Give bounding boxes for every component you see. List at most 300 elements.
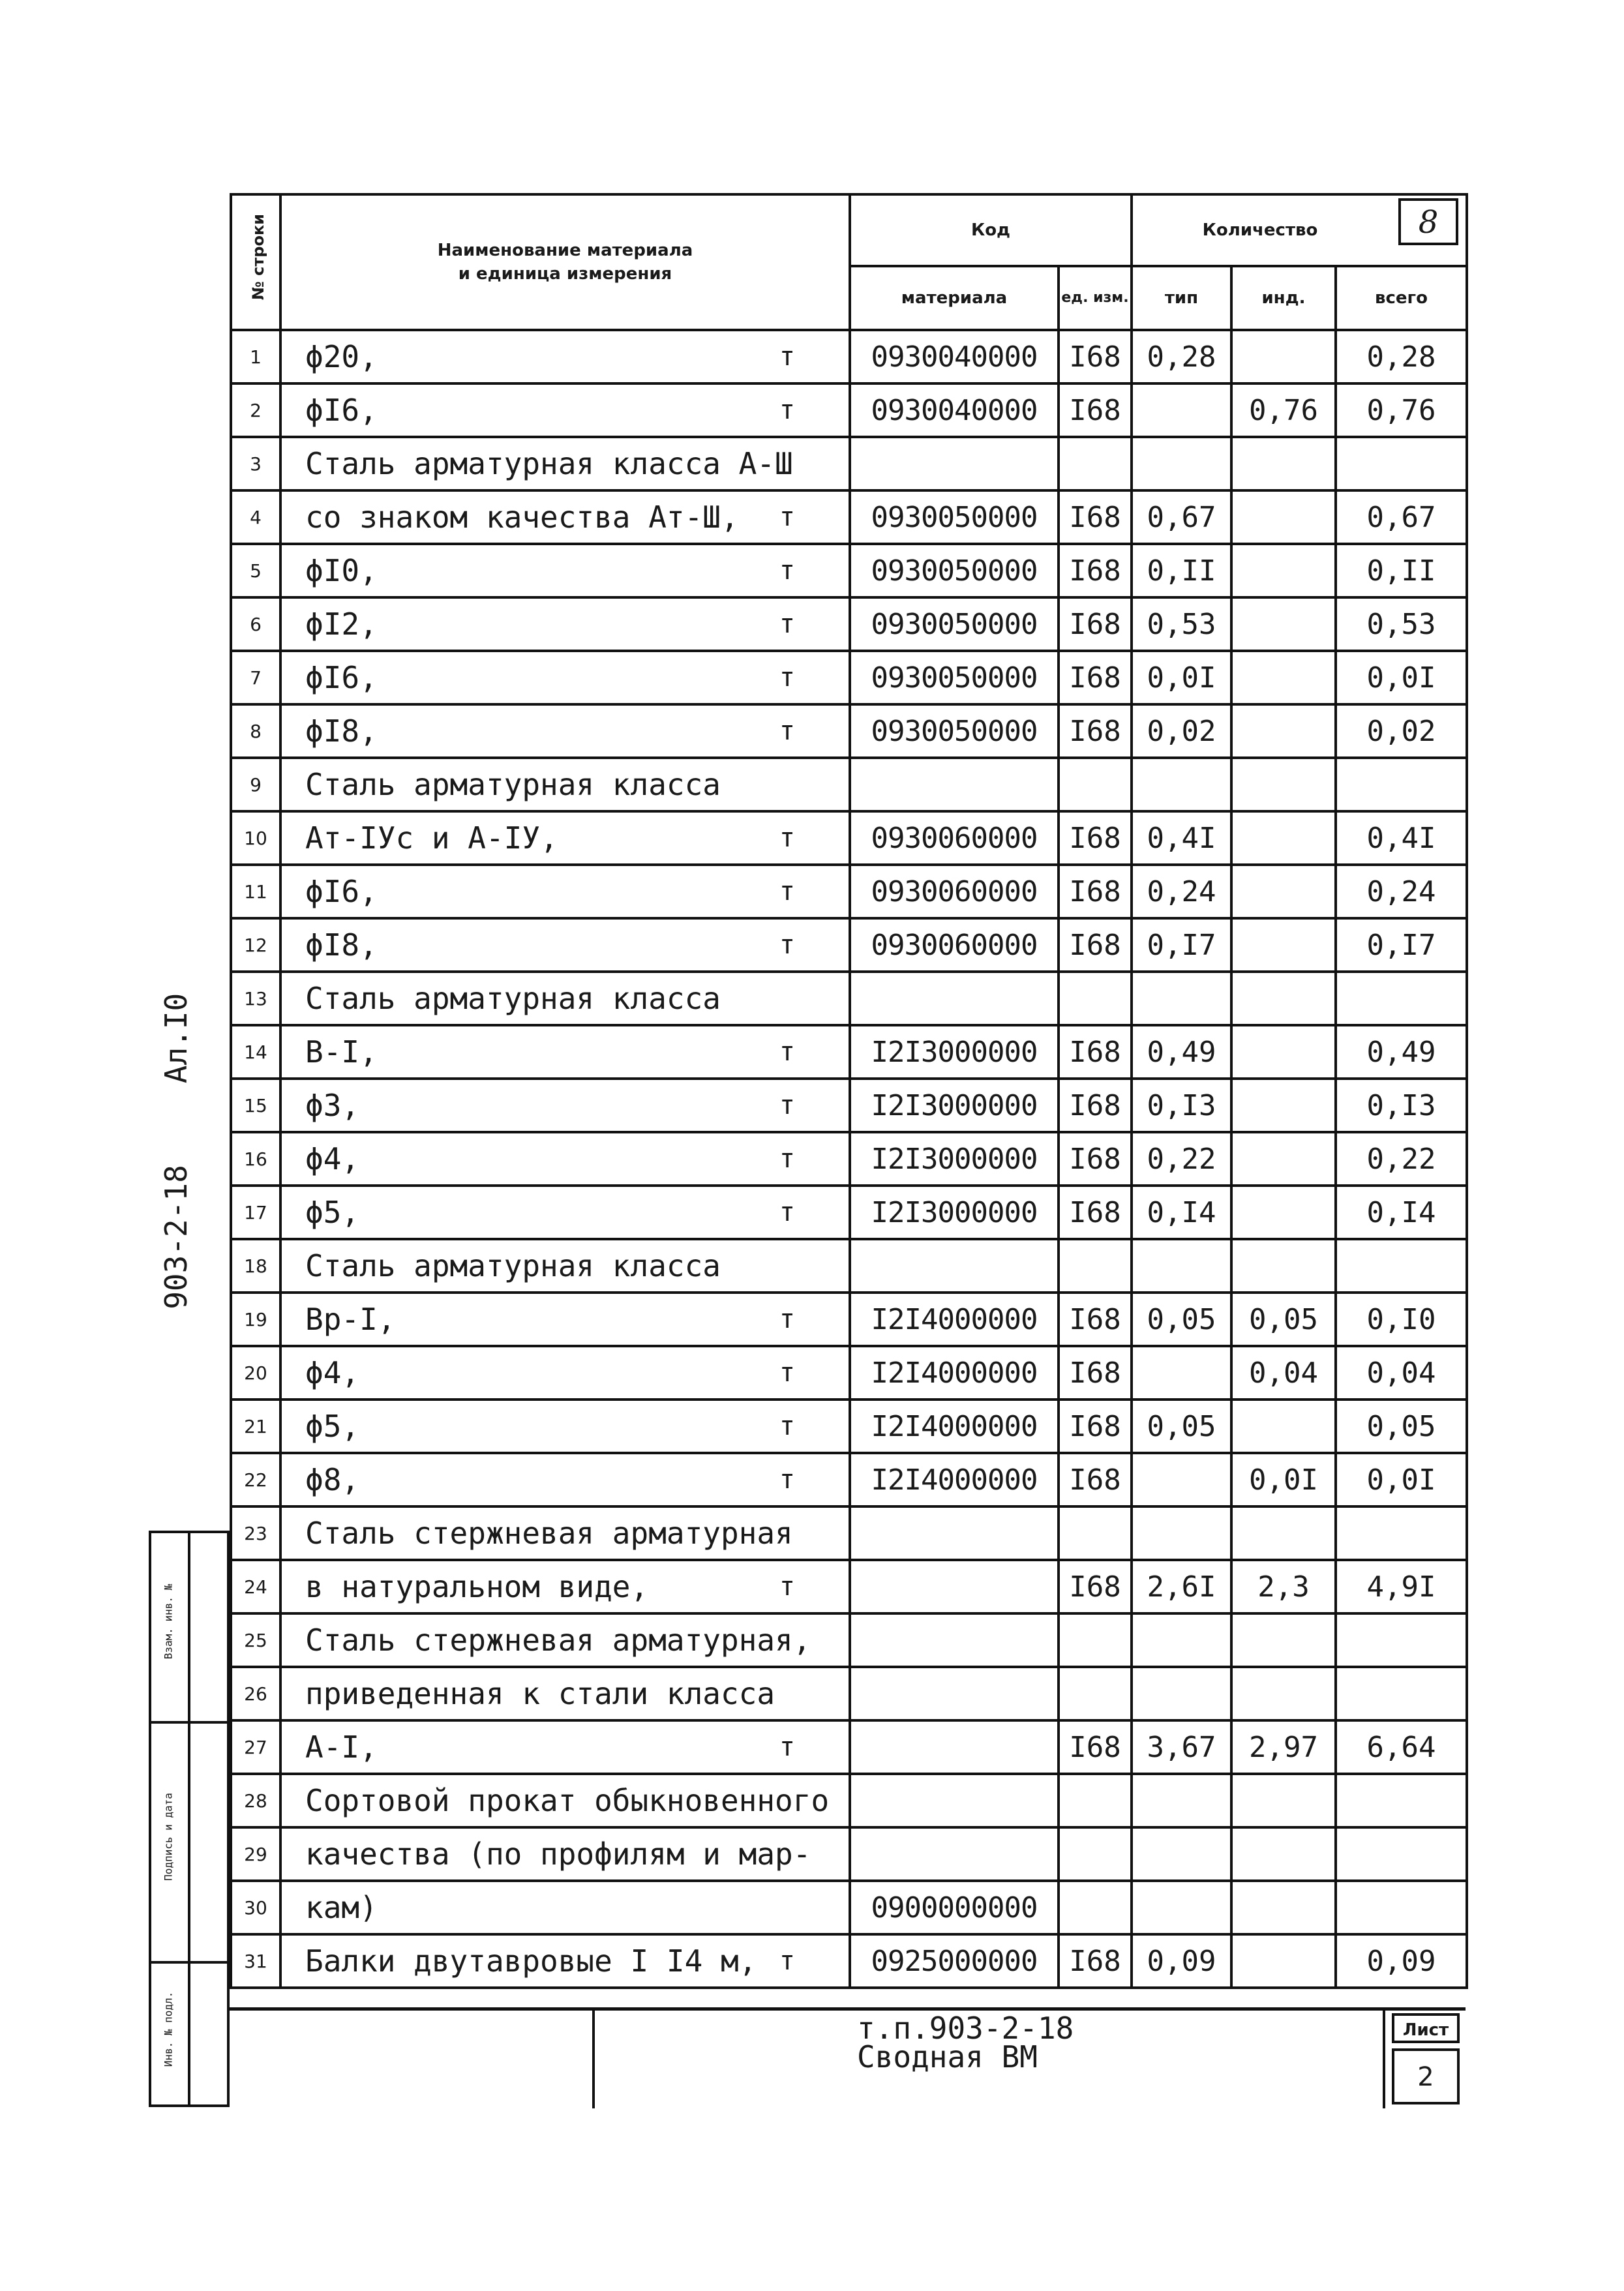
qty-total-cell xyxy=(1336,544,1467,597)
row-number-cell xyxy=(231,1293,280,1346)
material-name-cell-text: ϕI0, xyxy=(305,553,378,588)
qty-total-cell xyxy=(1336,1079,1467,1132)
unit-code-cell xyxy=(1059,972,1132,1025)
qty-ind-cell xyxy=(1231,1453,1336,1506)
row-number-cell xyxy=(231,490,280,544)
qty-ind-cell xyxy=(1231,544,1336,597)
qty-typ-cell xyxy=(1132,972,1231,1025)
qty-ind-cell xyxy=(1231,972,1336,1025)
material-name-cell xyxy=(280,597,850,651)
qty-total-cell xyxy=(1336,383,1467,437)
material-code-cell xyxy=(850,918,1059,972)
row-number-cell xyxy=(231,1506,280,1560)
qty-total-cell-text: 0,28 xyxy=(1366,340,1436,374)
qty-ind-cell xyxy=(1231,383,1336,437)
qty-total-cell xyxy=(1336,651,1467,704)
qty-total-cell xyxy=(1336,437,1467,490)
unit-code-cell xyxy=(1059,1827,1132,1881)
qty-typ-cell xyxy=(1132,1774,1231,1827)
sheet-number: 2 xyxy=(1392,2048,1460,2104)
qty-typ-cell xyxy=(1132,1934,1231,1988)
material-code-cell xyxy=(850,1132,1059,1186)
qty-total-cell-text: 0,76 xyxy=(1366,393,1436,427)
header-row-no: № строки xyxy=(231,194,280,330)
qty-typ-cell xyxy=(1132,704,1231,758)
row-number-cell xyxy=(231,1025,280,1079)
row-number-cell-text: 15 xyxy=(244,1094,267,1116)
qty-typ-cell-text: 0,02 xyxy=(1147,714,1216,748)
row-number-cell-text: 4 xyxy=(250,506,262,528)
unit-code-cell xyxy=(1059,1774,1132,1827)
table-row xyxy=(231,1025,1467,1079)
material-name-cell xyxy=(280,1720,850,1774)
qty-total-cell-text: 0,02 xyxy=(1366,714,1436,748)
material-name-cell xyxy=(280,1293,850,1346)
table-row xyxy=(231,1346,1467,1400)
qty-ind-cell xyxy=(1231,1934,1336,1988)
row-number-cell xyxy=(231,1774,280,1827)
table-row xyxy=(231,758,1467,811)
material-name-cell-text: Сталь арматурная класса xyxy=(305,767,721,802)
material-name-cell xyxy=(280,651,850,704)
material-name-cell xyxy=(280,918,850,972)
qty-typ-cell xyxy=(1132,1293,1231,1346)
row-number-cell-text: 7 xyxy=(250,666,262,689)
qty-total-cell-text: 0,0I xyxy=(1366,1463,1436,1497)
row-number-cell xyxy=(231,1400,280,1453)
row-number-cell-text: 19 xyxy=(244,1308,267,1330)
unit-label: т xyxy=(779,609,795,639)
row-number-cell xyxy=(231,1613,280,1667)
material-name-cell-text: А-I, xyxy=(305,1729,378,1765)
material-name-cell-text: ϕI6, xyxy=(305,393,378,428)
row-number-cell-text: 31 xyxy=(244,1950,267,1972)
material-name-cell xyxy=(280,1881,850,1934)
qty-ind-cell xyxy=(1231,1400,1336,1453)
unit-code-cell xyxy=(1059,1132,1132,1186)
material-name-cell-text: Ат-IУс и А-IУ, xyxy=(305,820,558,856)
row-number-cell xyxy=(231,704,280,758)
qty-total-cell xyxy=(1336,811,1467,865)
row-number-cell-text: 13 xyxy=(244,987,267,1010)
unit-code-cell xyxy=(1059,330,1132,383)
material-name-cell-text: ϕ3, xyxy=(305,1088,360,1123)
material-code-cell-text: 0930050000 xyxy=(871,661,1038,695)
row-number-cell xyxy=(231,544,280,597)
material-name-cell xyxy=(280,1400,850,1453)
unit-code-cell xyxy=(1059,651,1132,704)
row-number-cell xyxy=(231,1132,280,1186)
unit-code-cell xyxy=(1059,1346,1132,1400)
unit-code-cell-text: I68 xyxy=(1069,661,1121,695)
unit-code-cell xyxy=(1059,437,1132,490)
material-code-cell xyxy=(850,811,1059,865)
row-number-cell xyxy=(231,1239,280,1293)
row-number-cell xyxy=(231,1453,280,1506)
material-name-cell xyxy=(280,437,850,490)
header-qty-typ: тип xyxy=(1132,266,1231,330)
qty-total-cell-text: 0,4I xyxy=(1366,821,1436,855)
qty-total-cell-text: 0,22 xyxy=(1366,1142,1436,1176)
material-code-cell-text: I2I3000000 xyxy=(871,1035,1038,1069)
row-number-cell-text: 26 xyxy=(244,1683,267,1705)
table-row xyxy=(231,330,1467,383)
material-name-cell-text: в натуральном виде, xyxy=(305,1569,649,1604)
table-row xyxy=(231,811,1467,865)
unit-code-cell xyxy=(1059,383,1132,437)
unit-label: т xyxy=(779,1090,795,1120)
qty-ind-cell xyxy=(1231,330,1336,383)
qty-typ-cell xyxy=(1132,1827,1231,1881)
qty-typ-cell xyxy=(1132,918,1231,972)
material-name-cell-text: ϕI6, xyxy=(305,874,378,909)
row-number-cell xyxy=(231,597,280,651)
material-code-cell xyxy=(850,1560,1059,1613)
qty-typ-cell xyxy=(1132,1400,1231,1453)
unit-label: т xyxy=(779,823,795,853)
material-name-cell-text: Сталь арматурная класса xyxy=(305,1248,721,1283)
unit-code-cell-text: I68 xyxy=(1069,1088,1121,1122)
row-number-cell xyxy=(231,330,280,383)
qty-total-cell-text: 0,I7 xyxy=(1366,928,1436,962)
material-code-cell xyxy=(850,758,1059,811)
unit-code-cell xyxy=(1059,1720,1132,1774)
material-name-cell-text: ϕ5, xyxy=(305,1195,360,1230)
qty-ind-cell xyxy=(1231,1186,1336,1239)
material-name-cell-text: приведенная к стали класса xyxy=(305,1676,775,1711)
table-row xyxy=(231,1239,1467,1293)
unit-label: т xyxy=(779,1144,795,1174)
table-row xyxy=(231,1881,1467,1934)
row-number-cell xyxy=(231,1346,280,1400)
material-name-cell-text: ϕ20, xyxy=(305,339,378,374)
qty-typ-cell-text: 0,05 xyxy=(1147,1409,1216,1443)
unit-label: т xyxy=(779,1572,795,1602)
table-row xyxy=(231,1293,1467,1346)
unit-code-cell-text: I68 xyxy=(1069,500,1121,534)
unit-code-cell-text: I68 xyxy=(1069,875,1121,908)
qty-ind-cell xyxy=(1231,1667,1336,1720)
table-row xyxy=(231,1720,1467,1774)
material-code-cell-text: 0930040000 xyxy=(871,340,1038,374)
material-name-cell xyxy=(280,811,850,865)
unit-code-cell-text: I68 xyxy=(1069,340,1121,374)
unit-code-cell-text: I68 xyxy=(1069,1730,1121,1764)
qty-typ-cell-text: 3,67 xyxy=(1147,1730,1216,1764)
unit-code-cell xyxy=(1059,1293,1132,1346)
qty-total-cell xyxy=(1336,1239,1467,1293)
material-code-cell-text: 0930040000 xyxy=(871,393,1038,427)
title-block xyxy=(230,2007,1466,2107)
qty-total-cell xyxy=(1336,1132,1467,1186)
qty-typ-cell xyxy=(1132,383,1231,437)
row-number-cell xyxy=(231,437,280,490)
unit-code-cell-text: I68 xyxy=(1069,928,1121,962)
material-name-cell xyxy=(280,704,850,758)
material-name-cell-text: качества (по профилям и мар- xyxy=(305,1836,811,1872)
row-number-cell-text: 17 xyxy=(244,1201,267,1223)
qty-total-cell xyxy=(1336,758,1467,811)
unit-code-cell xyxy=(1059,597,1132,651)
unit-code-cell-text: I68 xyxy=(1069,1302,1121,1336)
row-number-cell xyxy=(231,972,280,1025)
material-code-cell xyxy=(850,1239,1059,1293)
unit-code-cell xyxy=(1059,1667,1132,1720)
qty-typ-cell xyxy=(1132,865,1231,918)
qty-ind-cell xyxy=(1231,1720,1336,1774)
material-name-cell-text: Вр-I, xyxy=(305,1302,396,1337)
unit-code-cell xyxy=(1059,1560,1132,1613)
qty-ind-cell xyxy=(1231,1239,1336,1293)
row-number-cell xyxy=(231,1881,280,1934)
material-name-cell-text: ϕ8, xyxy=(305,1462,360,1497)
qty-total-cell-text: 6,64 xyxy=(1366,1730,1436,1764)
unit-code-cell xyxy=(1059,811,1132,865)
qty-typ-cell xyxy=(1132,1132,1231,1186)
qty-total-cell xyxy=(1336,490,1467,544)
qty-typ-cell-text: 0,05 xyxy=(1147,1302,1216,1336)
material-name-cell xyxy=(280,1560,850,1613)
qty-ind-cell xyxy=(1231,597,1336,651)
row-number-cell-text: 3 xyxy=(250,453,262,475)
unit-code-cell-text: I68 xyxy=(1069,1356,1121,1390)
material-code-cell-text: 0925000000 xyxy=(871,1944,1038,1978)
qty-total-cell xyxy=(1336,1613,1467,1667)
qty-ind-cell-text: 0,0I xyxy=(1249,1463,1318,1497)
row-number-cell xyxy=(231,758,280,811)
side-stamp-divider xyxy=(149,1961,230,1964)
row-number-cell-text: 20 xyxy=(244,1362,267,1384)
qty-typ-cell-text: 0,0I xyxy=(1147,661,1216,695)
unit-label: т xyxy=(779,556,795,586)
table-row xyxy=(231,865,1467,918)
material-code-cell xyxy=(850,1346,1059,1400)
material-name-cell xyxy=(280,383,850,437)
qty-ind-cell xyxy=(1231,918,1336,972)
material-code-cell-text: I2I3000000 xyxy=(871,1142,1038,1176)
row-number-cell xyxy=(231,1827,280,1881)
material-name-cell-text: Балки двутавровые I I4 м, xyxy=(305,1943,757,1979)
table-row xyxy=(231,383,1467,437)
row-number-cell-text: 24 xyxy=(244,1576,267,1598)
sheet-mark: 8 xyxy=(1398,198,1458,245)
material-code-cell xyxy=(850,1186,1059,1239)
unit-code-cell xyxy=(1059,704,1132,758)
qty-total-cell xyxy=(1336,1186,1467,1239)
material-name-cell xyxy=(280,972,850,1025)
unit-code-cell-text: I68 xyxy=(1069,393,1121,427)
qty-total-cell-text: 0,05 xyxy=(1366,1409,1436,1443)
materials-table xyxy=(230,193,1468,1989)
qty-typ-cell-text: 0,67 xyxy=(1147,500,1216,534)
unit-label: т xyxy=(779,1358,795,1388)
row-number-cell xyxy=(231,918,280,972)
material-code-cell xyxy=(850,972,1059,1025)
material-name-cell xyxy=(280,490,850,544)
row-number-cell-text: 9 xyxy=(250,773,262,796)
material-name-cell xyxy=(280,1079,850,1132)
row-number-cell-text: 11 xyxy=(244,880,267,903)
qty-total-cell xyxy=(1336,972,1467,1025)
row-number-cell xyxy=(231,1934,280,1988)
material-code-cell-text: 0930050000 xyxy=(871,500,1038,534)
qty-typ-cell xyxy=(1132,1560,1231,1613)
qty-ind-cell xyxy=(1231,1560,1336,1613)
qty-total-cell xyxy=(1336,1720,1467,1774)
material-code-cell xyxy=(850,1293,1059,1346)
row-number-cell-text: 16 xyxy=(244,1148,267,1170)
material-name-cell xyxy=(280,1934,850,1988)
unit-label: т xyxy=(779,342,795,372)
unit-code-cell-text: I68 xyxy=(1069,714,1121,748)
unit-label: т xyxy=(779,876,795,906)
material-name-cell xyxy=(280,758,850,811)
unit-label: т xyxy=(779,1732,795,1762)
qty-total-cell-text: 0,53 xyxy=(1366,607,1436,641)
table-row xyxy=(231,972,1467,1025)
row-number-cell xyxy=(231,651,280,704)
qty-ind-cell xyxy=(1231,1132,1336,1186)
qty-total-cell xyxy=(1336,865,1467,918)
unit-code-cell xyxy=(1059,1239,1132,1293)
row-number-cell xyxy=(231,1186,280,1239)
material-name-cell-text: В-I, xyxy=(305,1034,378,1070)
qty-ind-cell xyxy=(1231,704,1336,758)
unit-code-cell xyxy=(1059,1186,1132,1239)
unit-code-cell-text: I68 xyxy=(1069,1035,1121,1069)
material-code-cell-text: I2I4000000 xyxy=(871,1463,1038,1497)
qty-total-cell xyxy=(1336,918,1467,972)
row-number-cell-text: 30 xyxy=(244,1896,267,1919)
unit-code-cell-text: I68 xyxy=(1069,1142,1121,1176)
material-code-cell xyxy=(850,437,1059,490)
material-code-cell xyxy=(850,1720,1059,1774)
row-number-cell xyxy=(231,1720,280,1774)
qty-total-cell xyxy=(1336,1667,1467,1720)
qty-ind-cell-text: 0,04 xyxy=(1249,1356,1318,1390)
header-code: Код xyxy=(850,194,1132,266)
stamp-divider xyxy=(592,2011,595,2108)
side-label-inv: Инв. № подл. xyxy=(162,1991,175,2067)
unit-code-cell xyxy=(1059,1079,1132,1132)
unit-code-cell-text: I68 xyxy=(1069,607,1121,641)
table-row xyxy=(231,1934,1467,1988)
material-name-cell xyxy=(280,544,850,597)
material-name-cell-text: ϕ4, xyxy=(305,1141,360,1176)
row-number-cell-text: 6 xyxy=(250,613,262,635)
material-code-cell xyxy=(850,1827,1059,1881)
qty-total-cell-text: 0,0I xyxy=(1366,661,1436,695)
header-code-unit: ед. изм. xyxy=(1059,266,1132,330)
row-number-cell xyxy=(231,1667,280,1720)
table-row xyxy=(231,490,1467,544)
qty-typ-cell xyxy=(1132,490,1231,544)
material-code-cell xyxy=(850,1934,1059,1988)
row-number-cell-text: 5 xyxy=(250,560,262,582)
unit-code-cell xyxy=(1059,1934,1132,1988)
material-code-cell xyxy=(850,1774,1059,1827)
material-code-cell xyxy=(850,1667,1059,1720)
qty-ind-cell xyxy=(1231,1506,1336,1560)
qty-typ-cell xyxy=(1132,1079,1231,1132)
table-row xyxy=(231,1400,1467,1453)
row-number-cell-text: 18 xyxy=(244,1255,267,1277)
material-code-cell xyxy=(850,865,1059,918)
unit-code-cell xyxy=(1059,1400,1132,1453)
qty-typ-cell xyxy=(1132,1667,1231,1720)
row-number-cell-text: 12 xyxy=(244,934,267,956)
side-stamp-col xyxy=(188,1531,230,2107)
qty-ind-cell xyxy=(1231,865,1336,918)
unit-label: т xyxy=(779,930,795,960)
qty-total-cell xyxy=(1336,1827,1467,1881)
qty-ind-cell-text: 2,3 xyxy=(1257,1570,1310,1604)
material-name-cell xyxy=(280,1453,850,1506)
qty-total-cell-text: 0,I4 xyxy=(1366,1195,1436,1229)
qty-total-cell xyxy=(1336,1774,1467,1827)
table-row xyxy=(231,918,1467,972)
header-code-material: материала xyxy=(850,266,1059,330)
qty-ind-cell xyxy=(1231,758,1336,811)
row-number-cell-text: 22 xyxy=(244,1469,267,1491)
unit-code-cell xyxy=(1059,1506,1132,1560)
table-row xyxy=(231,1079,1467,1132)
material-code-cell-text: 0930060000 xyxy=(871,875,1038,908)
qty-typ-cell xyxy=(1132,1239,1231,1293)
material-name-cell xyxy=(280,330,850,383)
qty-typ-cell xyxy=(1132,1613,1231,1667)
table-row xyxy=(231,437,1467,490)
qty-total-cell-text: 4,9I xyxy=(1366,1570,1436,1604)
unit-code-cell-text: I68 xyxy=(1069,1463,1121,1497)
qty-total-cell-text: 0,I3 xyxy=(1366,1088,1436,1122)
unit-label: т xyxy=(779,1037,795,1067)
header-qty-total: всего xyxy=(1336,266,1467,330)
unit-code-cell xyxy=(1059,758,1132,811)
qty-typ-cell-text: 0,I7 xyxy=(1147,928,1216,962)
unit-label: т xyxy=(779,1465,795,1495)
qty-typ-cell xyxy=(1132,597,1231,651)
material-name-cell xyxy=(280,1667,850,1720)
row-number-cell-text: 2 xyxy=(250,399,262,421)
qty-typ-cell xyxy=(1132,651,1231,704)
sheet-label: Лист xyxy=(1392,2013,1460,2043)
material-code-cell-text: 0930060000 xyxy=(871,928,1038,962)
unit-code-cell xyxy=(1059,865,1132,918)
material-code-cell xyxy=(850,1881,1059,1934)
qty-typ-cell-text: 0,I3 xyxy=(1147,1088,1216,1122)
project-number: 903-2-18 xyxy=(158,1165,194,1310)
unit-code-cell-text: I68 xyxy=(1069,1944,1121,1978)
qty-total-cell-text: 0,I0 xyxy=(1366,1302,1436,1336)
qty-total-cell xyxy=(1336,704,1467,758)
unit-label: т xyxy=(779,663,795,693)
row-number-cell-text: 29 xyxy=(244,1843,267,1865)
side-label-podpis: Подпись и дата xyxy=(162,1793,175,1881)
unit-code-cell-text: I68 xyxy=(1069,821,1121,855)
qty-typ-cell-text: 2,6I xyxy=(1147,1570,1216,1604)
material-name-cell-text: ϕI8, xyxy=(305,927,378,963)
side-label-vzam: Взам. инв. № xyxy=(162,1583,175,1660)
material-name-cell xyxy=(280,1239,850,1293)
table-row xyxy=(231,651,1467,704)
qty-total-cell-text: 0,09 xyxy=(1366,1944,1436,1978)
qty-ind-cell xyxy=(1231,1613,1336,1667)
qty-total-cell xyxy=(1336,330,1467,383)
qty-typ-cell-text: 0,I4 xyxy=(1147,1195,1216,1229)
header-quantity: Количество xyxy=(1132,194,1467,266)
material-code-cell-text: I2I3000000 xyxy=(871,1088,1038,1122)
